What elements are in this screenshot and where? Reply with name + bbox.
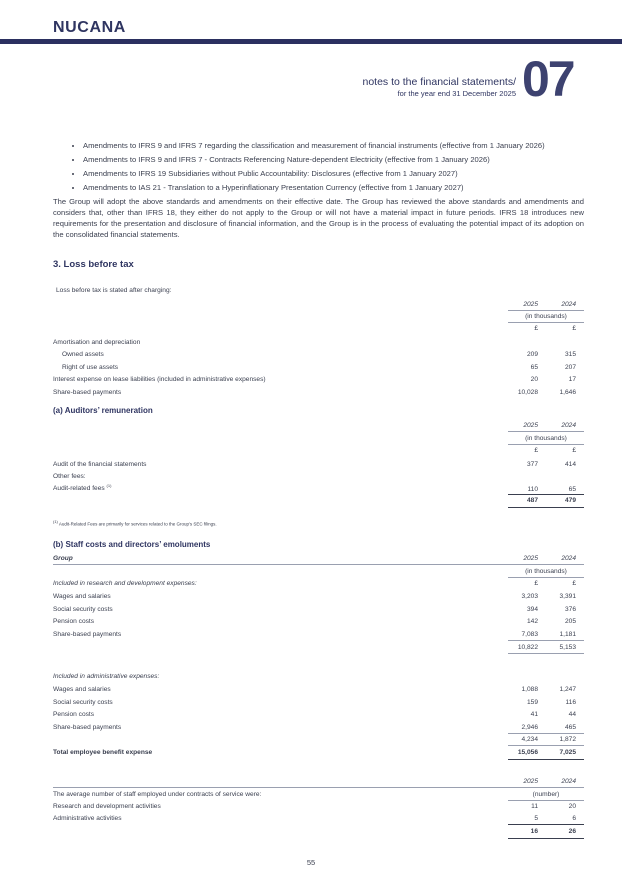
section-header-subtitle: for the year end 31 December 2025	[397, 89, 516, 98]
table-row-label: Other fees:	[53, 473, 86, 480]
rd-subheading: Included in research and development expenses:	[53, 580, 197, 587]
table-cell: 207	[564, 364, 576, 371]
table-row-label: Wages and salaries	[53, 686, 111, 693]
table-cell: 1,088	[521, 686, 538, 693]
table-row-label: Administrative activities	[53, 815, 122, 822]
table-cell: 20	[568, 803, 576, 810]
total-label: Total employee benefit expense	[53, 749, 153, 756]
list-item: • Amendments to IFRS 9 and IFRS 7 regarding the classification and measurement of financial instruments (effective from 1 January 2026)	[83, 139, 613, 153]
total-rule	[508, 838, 584, 839]
subtotal-cell: 4,234	[521, 736, 538, 743]
table-row-label: Share-based payments	[53, 389, 122, 396]
total-cell: 479	[564, 497, 576, 504]
loss-intro: Loss before tax is stated after charging:	[56, 287, 172, 294]
unit-label: (in thousands)	[525, 568, 567, 575]
rule	[508, 640, 584, 641]
headcount-intro: The average number of staff employed under contracts of service were:	[53, 791, 262, 798]
currency-2024: £	[572, 325, 576, 332]
table-row-label: Pension costs	[53, 618, 95, 625]
table-row-label: Share-based payments	[53, 631, 122, 638]
footnote-marker: (1)	[53, 519, 58, 524]
table-cell: 65	[530, 364, 538, 371]
table-cell: 377	[526, 461, 538, 468]
admin-subheading: Included in administrative expenses:	[53, 673, 160, 680]
rule	[508, 310, 584, 311]
table-cell: 414	[564, 461, 576, 468]
rule	[508, 431, 584, 432]
header-band	[0, 39, 622, 44]
col-header-2024: 2024	[561, 555, 576, 562]
list-item: • Amendments to IFRS 9 and IFRS 7 - Contracts Referencing Nature-dependent Electricity (effective from 1 January 2026)	[83, 153, 613, 167]
currency-2024: £	[572, 580, 576, 587]
col-header-2024: 2024	[561, 301, 576, 308]
currency-2025: £	[534, 447, 538, 454]
total-rule	[508, 824, 584, 825]
subtotal-cell: 1,872	[559, 736, 576, 743]
currency-2025: £	[534, 325, 538, 332]
table-row-label: Right of use assets	[62, 364, 119, 371]
footnote-text: Audit-Related Fees are primarily for services related to the Group’s SEC filings.	[58, 521, 217, 527]
table-row-label: Social security costs	[53, 606, 113, 613]
footnote-marker: (1)	[106, 483, 112, 488]
table-cell: 1,181	[559, 631, 576, 638]
table-cell: 41	[530, 711, 538, 718]
table-cell: 159	[526, 699, 538, 706]
table-cell: 1,247	[559, 686, 576, 693]
table-row-label: Interest expense on lease liabilities (included in administrative expenses)	[53, 376, 266, 383]
currency-2024: £	[572, 447, 576, 454]
table-cell: 116	[565, 699, 576, 706]
col-header-2025: 2025	[523, 301, 538, 308]
table-row-label: Social security costs	[53, 699, 113, 706]
audit-related-label: Audit-related fees	[53, 485, 105, 493]
adoption-paragraph: The Group will adopt the above standards and amendments on their effective date. The Group has reviewed the above standards and amendments and considers that, other than IFRS 18, they either do not apply to the Group or will not have a material impact in future periods. IFRS 18 introduces new requirements for the presentation and disclosure of financial information, and the Group is in the process of evaluating the potential impact of its adoption on the consolidated financial statements.	[53, 197, 584, 239]
rule	[508, 745, 584, 746]
table-row-label: Amortisation and depreciation	[53, 339, 141, 346]
table-cell: 2,946	[521, 724, 538, 731]
rule	[53, 564, 584, 565]
table-cell: 7,083	[521, 631, 538, 638]
table-cell: 205	[564, 618, 576, 625]
table-cell: 110	[527, 486, 538, 493]
total-cell: 15,056	[517, 749, 538, 756]
staff-costs-heading: (b) Staff costs and directors’ emoluments	[53, 540, 211, 549]
rule	[508, 444, 584, 445]
table-cell: 315	[564, 351, 576, 358]
table-row-label	[53, 483, 111, 492]
table-cell: 209	[526, 351, 538, 358]
table-cell: 44	[568, 711, 576, 718]
total-rule	[508, 507, 584, 508]
rule	[508, 733, 584, 734]
total-rule	[508, 494, 584, 495]
list-item: • Amendments to IAS 21 - Translation to a Hyperinflationary Presentation Currency (effective from 1 January 2027)	[83, 181, 613, 195]
group-label: Group	[53, 555, 73, 562]
table-cell: 142	[526, 618, 538, 625]
total-cell: 7,025	[559, 749, 576, 756]
footnote	[53, 519, 217, 527]
table-cell: 11	[531, 803, 538, 810]
col-header-2024: 2024	[561, 422, 576, 429]
col-header-2025: 2025	[523, 422, 538, 429]
section-number: 07	[522, 51, 574, 107]
rule	[53, 787, 584, 788]
table-cell: 65	[568, 486, 576, 493]
rule	[508, 577, 584, 578]
table-cell: 394	[526, 606, 538, 613]
total-cell: 26	[568, 828, 576, 835]
table-cell: 3,203	[521, 593, 538, 600]
table-row-label: Pension costs	[53, 711, 95, 718]
total-cell: 487	[526, 497, 538, 504]
rule	[508, 653, 584, 654]
total-rule	[508, 759, 584, 760]
subtotal-cell: 10,822	[517, 644, 538, 651]
col-header-2025: 2025	[523, 555, 538, 562]
unit-label: (in thousands)	[525, 435, 567, 442]
rule	[508, 322, 584, 323]
subtotal-cell: 5,153	[559, 644, 576, 651]
table-row-label: Audit of the financial statements	[53, 461, 147, 468]
table-cell: 6	[572, 815, 576, 822]
section-header-title: notes to the financial statements/	[362, 76, 516, 88]
loss-before-tax-heading: 3. Loss before tax	[53, 259, 134, 270]
table-cell: 10,028	[517, 389, 538, 396]
table-row-label: Share-based payments	[53, 724, 122, 731]
table-cell: 17	[568, 376, 576, 383]
unit-label: (in thousands)	[525, 313, 567, 320]
table-cell: 465	[564, 724, 576, 731]
auditors-heading: (a) Auditors’ remuneration	[53, 406, 153, 415]
currency-2025: £	[534, 580, 538, 587]
table-cell: 3,391	[559, 593, 576, 600]
table-cell: 376	[564, 606, 576, 613]
amendments-list	[53, 139, 613, 195]
total-cell: 16	[530, 828, 538, 835]
table-row-label: Owned assets	[62, 351, 104, 358]
col-header-2025: 2025	[523, 778, 538, 785]
company-logo: NUCANA	[53, 19, 126, 36]
unit-label: (number)	[532, 791, 560, 798]
col-header-2024: 2024	[561, 778, 576, 785]
page-number: 55	[306, 858, 316, 867]
list-item: • Amendments to IFRS 19 Subsidiaries without Public Accountability: Disclosures (effective from 1 January 2027)	[83, 167, 613, 181]
table-cell: 5	[534, 815, 538, 822]
table-cell: 20	[530, 376, 538, 383]
table-row-label: Wages and salaries	[53, 593, 111, 600]
rule	[508, 800, 584, 801]
table-row-label: Research and development activities	[53, 803, 161, 810]
table-cell: 1,646	[559, 389, 576, 396]
